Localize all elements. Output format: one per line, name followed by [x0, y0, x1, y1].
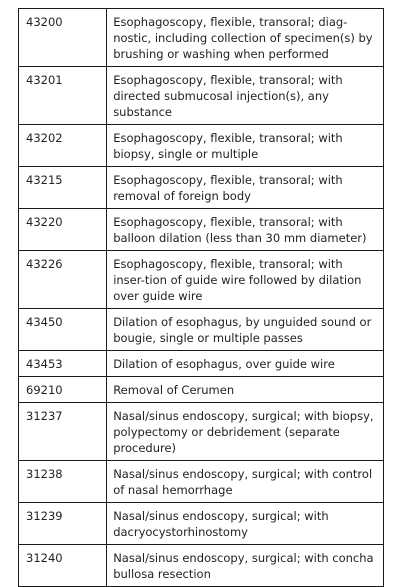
code-cell: 43450 [19, 309, 107, 351]
description-cell: Dilation of esophagus, by unguided sound or bougie, single or multiple passes [107, 309, 384, 351]
code-cell: 31237 [19, 403, 107, 461]
code-cell: 43220 [19, 209, 107, 251]
description-cell: Nasal/sinus endoscopy, surgical; with biopsy, polypectomy or debridement (separate procedure) [107, 403, 384, 461]
table-row [19, 67, 384, 125]
description-cell: Nasal/sinus endoscopy, surgical; with concha bullosa resection [107, 545, 384, 587]
table-row [19, 545, 384, 587]
description-cell: Esophagoscopy, flexible, transoral; with removal of foreign body [107, 167, 384, 209]
description-cell: Esophagoscopy, flexible, transoral; diag-nostic, including collection of specimen(s) by brushing or washing when performed [107, 9, 384, 67]
description-cell: Esophagoscopy, flexible, transoral; with directed submucosal injection(s), any substance [107, 67, 384, 125]
procedure-code-table [18, 8, 384, 587]
table-row [19, 351, 384, 377]
code-cell: 31239 [19, 503, 107, 545]
code-cell: 43202 [19, 125, 107, 167]
code-cell: 31238 [19, 461, 107, 503]
table-row [19, 209, 384, 251]
description-cell: Esophagoscopy, flexible, transoral; with balloon dilation (less than 30 mm diameter) [107, 209, 384, 251]
code-cell: 43215 [19, 167, 107, 209]
table-row [19, 309, 384, 351]
table-row [19, 9, 384, 67]
description-cell: Nasal/sinus endoscopy, surgical; with control of nasal hemorrhage [107, 461, 384, 503]
table-row [19, 125, 384, 167]
code-cell: 43201 [19, 67, 107, 125]
description-cell: Nasal/sinus endoscopy, surgical; with dacryocystorhinostomy [107, 503, 384, 545]
description-cell: Esophagoscopy, flexible, transoral; with inser-tion of guide wire followed by dilation over guide wire [107, 251, 384, 309]
code-cell: 69210 [19, 377, 107, 403]
description-cell: Esophagoscopy, flexible, transoral; with biopsy, single or multiple [107, 125, 384, 167]
table-row [19, 403, 384, 461]
description-cell: Removal of Cerumen [107, 377, 384, 403]
code-cell: 43226 [19, 251, 107, 309]
procedure-code-table-container [18, 8, 384, 587]
table-row [19, 503, 384, 545]
code-cell: 43200 [19, 9, 107, 67]
description-cell: Dilation of esophagus, over guide wire [107, 351, 384, 377]
table-row [19, 377, 384, 403]
table-row [19, 167, 384, 209]
table-row [19, 461, 384, 503]
table-row [19, 251, 384, 309]
code-cell: 31240 [19, 545, 107, 587]
code-cell: 43453 [19, 351, 107, 377]
